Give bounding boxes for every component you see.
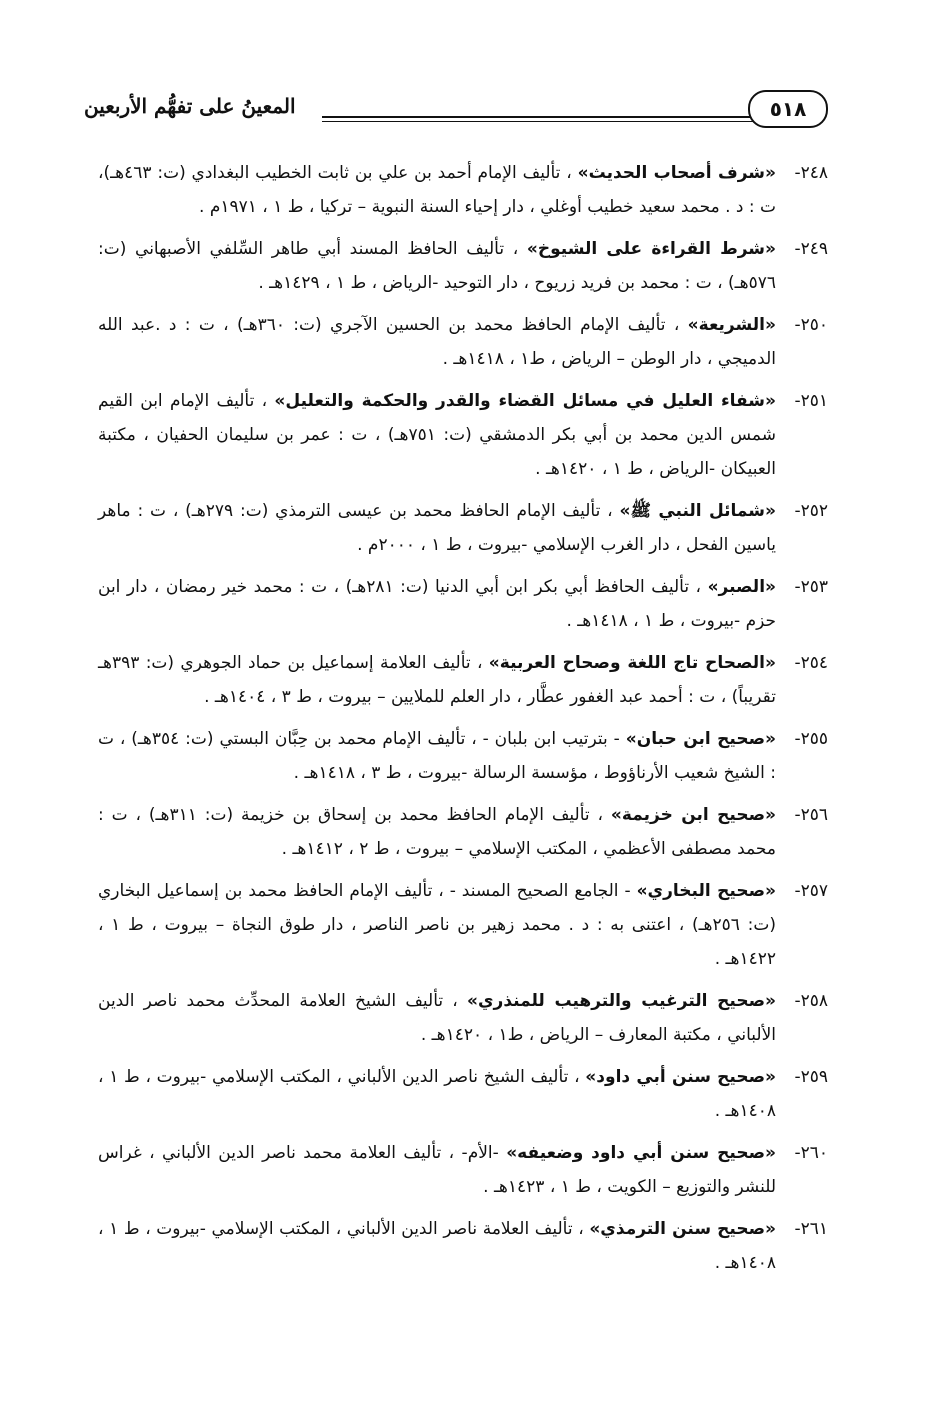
entry-number: ٢٥٩- bbox=[794, 1067, 828, 1087]
entry-details: ، تأليف العلامة إسماعيل بن حماد الجوهري (ت: ٣٩٣هـ تقريباً) ، ت : أحمد عبد الغفور عطَّار ، دار العلم للملايين – بيروت ، ط ٣ ، ١٤٠٤هـ . bbox=[98, 653, 776, 707]
entry-details: ، تأليف الإمام أحمد بن علي بن ثابت الخطيب البغدادي (ت: ٤٦٣هـ)، ت : د . محمد سعيد خطيب أوغلي ، دار إحياء السنة النبوية – تركيا ، ط ١ ، ١٩٧١م . bbox=[98, 163, 776, 217]
entry-details: ، تأليف الإمام الحافظ محمد بن إسحاق بن خزيمة (ت: ٣١١هـ) ، ت : محمد مصطفى الأعظمي ، المكتب الإسلامي – بيروت ، ط ٢ ، ١٤١٢هـ . bbox=[98, 805, 776, 859]
entry-text bbox=[98, 1136, 776, 1204]
book-title: «شفاء العليل في مسائل القضاء والقدر والحكمة والتعليل» bbox=[274, 391, 776, 411]
entry-number: ٢٤٩- bbox=[794, 239, 828, 259]
book-title: «صحيح سنن الترمذي» bbox=[589, 1219, 777, 1239]
entry-text bbox=[98, 494, 776, 562]
entry-details: - بترتيب ابن بلبان - ، تأليف الإمام محمد بن حِبَّان البستي (ت: ٣٥٤هـ) ، ت : الشيخ شعيب الأرناؤوط ، مؤسسة الرسالة -بيروت ، ط ٣ ، ١٤١٨هـ . bbox=[98, 729, 776, 783]
entry-text bbox=[98, 232, 776, 300]
bibliography-entry bbox=[98, 1212, 828, 1280]
book-title: «شرف أصحاب الحديث» bbox=[577, 163, 776, 183]
running-title: المعينُ على تفهُّم الأربعين bbox=[84, 94, 296, 118]
entry-text bbox=[98, 1060, 776, 1128]
bibliography-entry bbox=[98, 1136, 828, 1204]
book-title: «الصبر» bbox=[707, 577, 777, 597]
header-rule-thin bbox=[322, 121, 758, 122]
bibliography-entry bbox=[98, 384, 828, 486]
entry-details: ، تأليف العلامة ناصر الدين الألباني ، المكتب الإسلامي -بيروت ، ط ١ ، ١٤٠٨هـ . bbox=[98, 1219, 776, 1273]
book-title: «شمائل النبي ﷺ» bbox=[619, 501, 776, 521]
bibliography-entry bbox=[98, 646, 828, 714]
entry-number: ٢٥٣- bbox=[794, 577, 828, 597]
bibliography-entry bbox=[98, 232, 828, 300]
book-title: «الشريعة» bbox=[687, 315, 776, 335]
entry-details: ، تأليف الإمام الحافظ محمد بن عيسى الترمذي (ت: ٢٧٩هـ) ، ت : ماهر ياسين الفحل ، دار الغرب الإسلامي -بيروت ، ط ١ ، ٢٠٠٠م . bbox=[98, 501, 776, 555]
bibliography-entry bbox=[98, 570, 828, 638]
entry-number: ٢٥٧- bbox=[794, 881, 828, 901]
bibliography-entry bbox=[98, 308, 828, 376]
bibliography-entry bbox=[98, 984, 828, 1052]
book-title: «صحيح ابن حبان» bbox=[625, 729, 776, 749]
entry-details: ، تأليف الشيخ ناصر الدين الألباني ، المكتب الإسلامي -بيروت ، ط ١ ، ١٤٠٨هـ . bbox=[98, 1067, 776, 1121]
page-number: ٥١٨ bbox=[748, 90, 828, 128]
entry-text bbox=[98, 570, 776, 638]
entry-details: - الجامع الصحيح المسند - ، تأليف الإمام الحافظ محمد بن إسماعيل البخاري (ت: ٢٥٦هـ) ، اعتنى به : د . محمد زهير بن ناصر الناصر ، دار طوق النجاة – بيروت ، ط ١ ، ١٤٢٢هـ . bbox=[98, 881, 776, 969]
book-title: «صحيح البخاري» bbox=[636, 881, 777, 901]
book-title: «شرط القراءة على الشيوخ» bbox=[526, 239, 776, 259]
bibliography-entry bbox=[98, 1060, 828, 1128]
page-header bbox=[84, 88, 828, 132]
entry-number: ٢٥٦- bbox=[794, 805, 828, 825]
book-title: «الصحاح تاج اللغة وصحاح العربية» bbox=[488, 653, 776, 673]
entry-details: ، تأليف الإمام ابن القيم شمس الدين محمد بن أبي بكر الدمشقي (ت: ٧٥١هـ) ، ت : عمر بن سليمان الحفيان ، مكتبة العبيكان -الرياض ، ط ١ ، ١٤٢٠هـ . bbox=[98, 391, 776, 479]
entry-text bbox=[98, 798, 776, 866]
entry-number: ٢٦٠- bbox=[794, 1143, 828, 1163]
book-title: «صحيح ابن خزيمة» bbox=[610, 805, 776, 825]
book-title: «صحيح سنن أبي داود» bbox=[585, 1067, 776, 1087]
entry-number: ٢٥٨- bbox=[794, 991, 828, 1011]
entry-number: ٢٥٥- bbox=[794, 729, 828, 749]
entry-number: ٢٦١- bbox=[794, 1219, 828, 1239]
entry-text bbox=[98, 308, 776, 376]
entry-number: ٢٥٠- bbox=[794, 315, 828, 335]
bibliography-entry bbox=[98, 156, 828, 224]
bibliography-entry bbox=[98, 494, 828, 562]
entry-details: ، تأليف الإمام الحافظ محمد بن الحسين الآجري (ت: ٣٦٠هـ) ، ت : د .عبد الله الدميجي ، دار الوطن – الرياض ، ط١ ، ١٤١٨هـ . bbox=[98, 315, 776, 369]
book-title: «صحيح سنن أبي داود وضعيفه» bbox=[506, 1143, 777, 1163]
entry-text bbox=[98, 874, 776, 976]
entry-number: ٢٥٢- bbox=[794, 501, 828, 521]
entry-text bbox=[98, 1212, 776, 1280]
entry-number: ٢٤٨- bbox=[794, 163, 828, 183]
entry-text bbox=[98, 646, 776, 714]
entry-text bbox=[98, 984, 776, 1052]
entry-number: ٢٥١- bbox=[794, 391, 828, 411]
entry-text bbox=[98, 156, 776, 224]
entry-details: ، تأليف الحافظ المسند أبي طاهر السِّلفي الأصبهاني (ت: ٥٧٦هـ) ، ت : محمد بن فريد زريوح ، دار التوحيد -الرياض ، ط ١ ، ١٤٢٩هـ . bbox=[98, 239, 776, 293]
bibliography-entry bbox=[98, 722, 828, 790]
bibliography-entry bbox=[98, 798, 828, 866]
entry-text bbox=[98, 384, 776, 486]
entry-text bbox=[98, 722, 776, 790]
entry-details: ، تأليف الحافظ أبي بكر ابن أبي الدنيا (ت: ٢٨١هـ) ، ت : محمد خير رمضان ، دار ابن حزم -بيروت ، ط ١ ، ١٤١٨هـ . bbox=[98, 577, 776, 631]
book-title: «صحيح الترغيب والترهيب للمنذري» bbox=[466, 991, 776, 1011]
entry-number: ٢٥٤- bbox=[794, 653, 828, 673]
entry-details: ، تأليف الشيخ العلامة المحدِّث محمد ناصر الدين الألباني ، مكتبة المعارف – الرياض ، ط١ ، ١٤٢٠هـ . bbox=[98, 991, 776, 1045]
header-rule bbox=[322, 116, 758, 118]
entry-details: -الأم- ، تأليف العلامة محمد ناصر الدين الألباني ، غراس للنشر والتوزيع – الكويت ، ط ١ ، ١٤٢٣هـ . bbox=[98, 1143, 776, 1197]
bibliography-entry bbox=[98, 874, 828, 976]
bibliography-list bbox=[98, 156, 828, 1288]
